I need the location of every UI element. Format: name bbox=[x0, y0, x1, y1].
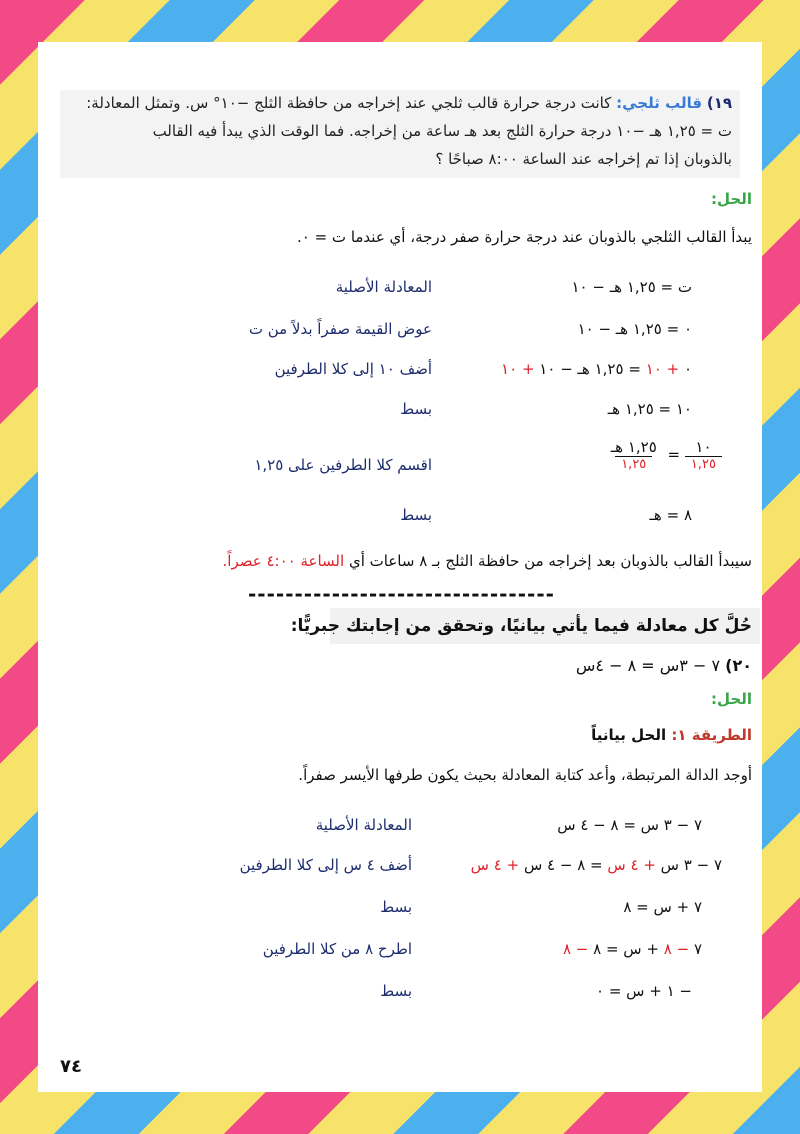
conclusion-text: سيبدأ القالب بالذوبان بعد إخراجه من حافظة الثلج بـ ٨ ساعات أي bbox=[348, 552, 752, 570]
fraction-equation bbox=[605, 438, 722, 472]
method-heading bbox=[591, 726, 752, 744]
problem-19-text-1: كانت درجة حرارة قالب ثلجي عند إخراجه من حافظة الثلج −١٠° س. وتمثل المعادلة: bbox=[86, 94, 612, 112]
page-number: ٧٤ bbox=[60, 1056, 82, 1077]
problem-19-title: قالب ثلجي: bbox=[616, 94, 703, 112]
step-note: المعادلة الأصلية bbox=[335, 278, 432, 296]
step-note: بسط bbox=[380, 982, 412, 1000]
eq-added-term: + ١٠ bbox=[501, 360, 535, 378]
fraction-denominator: ١,٢٥ bbox=[615, 456, 652, 472]
eq-part: = ١,٢٥ هـ − ١٠ bbox=[539, 360, 641, 378]
solution-label-19: الحل: bbox=[711, 190, 752, 208]
step-equation: − ١ + س = ٠ bbox=[596, 982, 692, 1000]
step-equation: ٧ − ٣ س = ٨ − ٤ س bbox=[557, 816, 702, 834]
problem-20-line bbox=[576, 656, 752, 675]
step-equation bbox=[501, 360, 692, 378]
eq-added-term: + ٤ س bbox=[607, 856, 656, 874]
problem-20-number: ٢٠) bbox=[725, 656, 752, 675]
fraction-left bbox=[685, 438, 722, 472]
problem-20-equation: ٧ − ٣س = ٨ − ٤س bbox=[575, 656, 721, 675]
conclusion-answer: الساعة ٤:٠٠ عصراً. bbox=[222, 552, 345, 570]
eq-added-term: + ١٠ bbox=[645, 360, 680, 378]
problem-20-intro: أوجد الدالة المرتبطة، وأعد كتابة المعادلة بحيث يكون طرفها الأيسر صفراً. bbox=[298, 766, 752, 784]
problem-19-intro: يبدأ القالب الثلجي بالذوبان عند درجة حرارة صفر درجة، أي عندما ت = ٠. bbox=[296, 228, 752, 246]
step-note: بسط bbox=[400, 400, 432, 418]
step-note: المعادلة الأصلية bbox=[315, 816, 412, 834]
eq-subtracted-term: − ٨ bbox=[562, 940, 589, 958]
step-equation bbox=[563, 940, 702, 958]
problem-19-line-1 bbox=[86, 94, 732, 112]
step-note: اطرح ٨ من كلا الطرفين bbox=[262, 940, 412, 958]
eq-part: = ٨ − ٤ س bbox=[523, 856, 603, 874]
fraction-numerator: ١٠ bbox=[695, 438, 712, 456]
eq-part: ٧ bbox=[693, 940, 702, 958]
page bbox=[38, 42, 762, 1092]
step-note: أضف ٤ س إلى كلا الطرفين bbox=[239, 856, 412, 874]
equals-sign: = bbox=[667, 445, 681, 464]
step-equation: ت = ١,٢٥ هـ − ١٠ bbox=[571, 278, 692, 296]
separator-dashes: --------------------------------- bbox=[248, 582, 555, 606]
section-header: حُلَّ كل معادلة فيما يأتي بيانيًا، وتحقق من إجابتك جبريًّا: bbox=[290, 616, 752, 636]
step-note: بسط bbox=[380, 898, 412, 916]
method-label: الطريقة ١: bbox=[671, 726, 752, 744]
method-title: الحل بيانياً bbox=[591, 726, 667, 744]
step-equation: ٧ + س = ٨ bbox=[623, 898, 702, 916]
step-note: بسط bbox=[400, 506, 432, 524]
step-note: اقسم كلا الطرفين على ١,٢٥ bbox=[254, 456, 432, 474]
eq-added-term: + ٤ س bbox=[470, 856, 520, 874]
solution-label-20: الحل: bbox=[711, 690, 752, 708]
problem-19-text-3: بالذوبان إذا تم إخراجه عند الساعة ٨:٠٠ صباحًا ؟ bbox=[435, 150, 732, 168]
problem-19-box bbox=[60, 90, 740, 178]
step-note: عوض القيمة صفراً بدلاً من ت bbox=[248, 320, 432, 338]
fraction-numerator: ١,٢٥ هـ bbox=[610, 438, 657, 456]
problem-19-text-2: ت = ١,٢٥ هـ −١٠ درجة حرارة الثلج بعد هـ ساعة من إخراجه. فما الوقت الذي يبدأ فيه القالب bbox=[152, 122, 732, 140]
step-note: أضف ١٠ إلى كلا الطرفين bbox=[274, 360, 432, 378]
step-equation: ٠ = ١,٢٥ هـ − ١٠ bbox=[577, 320, 692, 338]
step-equation: ١٠ = ١,٢٥ هـ bbox=[607, 400, 692, 418]
fraction-denominator: ١,٢٥ bbox=[685, 456, 722, 472]
step-equation bbox=[471, 856, 722, 874]
fraction-right bbox=[605, 438, 663, 472]
eq-part: + س = ٨ bbox=[593, 940, 659, 958]
eq-subtracted-term: − ٨ bbox=[663, 940, 690, 958]
step-equation: ٨ = هـ bbox=[649, 506, 692, 524]
eq-part: ٧ − ٣ س bbox=[660, 856, 722, 874]
problem-19-conclusion bbox=[223, 552, 752, 570]
problem-19-number: ١٩) bbox=[706, 94, 732, 112]
eq-part: ٠ bbox=[683, 360, 692, 378]
